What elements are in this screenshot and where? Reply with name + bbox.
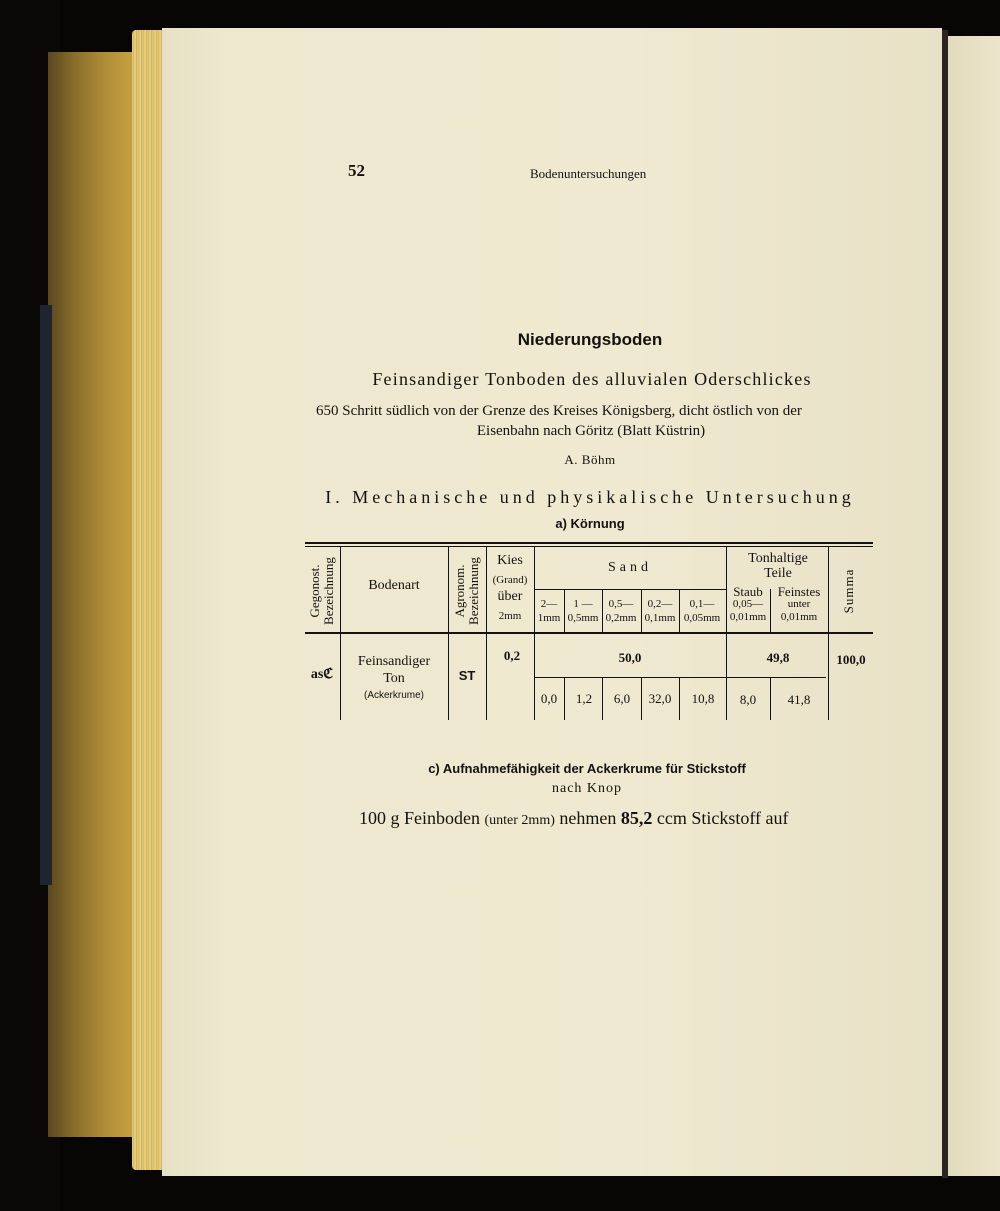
header-agronom-line2: Bezeichnung <box>466 557 481 625</box>
ton-sub-staub-l2: 0,05— <box>732 598 764 610</box>
ton-sub-staub-l1: Staub <box>733 584 763 599</box>
col-divider <box>602 589 603 633</box>
col-divider <box>770 589 771 633</box>
ton-sub-feinstes-l3: 0,01mm <box>780 611 818 623</box>
header-gegonost-line1: Gegonost. <box>307 564 322 618</box>
sand-sub-3 <box>606 597 637 625</box>
header-tonhaltige-2: Teile <box>764 566 792 581</box>
subsection-c-sub: nach Knop <box>551 781 623 796</box>
sand-sub-1-bottom: 1mm <box>537 612 561 624</box>
ton-sub-feinstes <box>778 585 821 624</box>
col-divider <box>679 589 680 633</box>
sand-sub-1 <box>538 597 561 625</box>
table-top-rule <box>305 542 873 544</box>
header-gegonost-line2: Bezeichnung <box>321 557 336 625</box>
result-mid: nehmen <box>559 808 617 828</box>
sand-sub-2-bottom: 0,5mm <box>567 612 599 624</box>
result-line <box>359 808 789 829</box>
ton-sub-feinstes-l1: Feinstes <box>777 584 821 599</box>
cell-sand-value: 10,8 <box>691 691 715 706</box>
header-sand: Sand <box>608 560 652 575</box>
sand-sub-2 <box>568 597 599 625</box>
book-left-page-block <box>48 52 138 1137</box>
header-bodenart: Bodenart <box>368 578 420 593</box>
cell-ton-value: 8,0 <box>739 692 757 707</box>
sand-sub-5 <box>684 597 720 625</box>
author: A. Böhm <box>564 452 616 467</box>
col-divider <box>564 678 565 720</box>
sand-sub-5-bottom: 0,05mm <box>683 612 721 624</box>
cell-sand-total: 50,0 <box>618 650 642 665</box>
header-agronom-line1: Agronom. <box>452 564 467 618</box>
col-divider <box>564 589 565 633</box>
cell-sand-value: 32,0 <box>648 691 672 706</box>
ton-sub-feinstes-l2: unter <box>787 598 811 610</box>
col-divider <box>534 546 535 720</box>
cell-bodenart-3: (Ackerkrume) <box>363 690 425 701</box>
col-divider <box>679 678 680 720</box>
subsection-a-heading: a) Körnung <box>555 516 625 531</box>
location-line-2: Eisenbahn nach Göritz (Blatt Küstrin) <box>476 423 706 439</box>
header-kies-4: 2mm <box>498 610 522 622</box>
location-line-1: 650 Schritt südlich von der Grenze des Kreises Königsberg, dicht östlich von der <box>316 403 802 419</box>
sand-sub-4-bottom: 0,1mm <box>644 612 676 624</box>
section-heading: I. Mechanische und physikalische Untersuchung <box>325 487 855 507</box>
result-paren: (unter 2mm) <box>484 813 555 828</box>
sand-sub-4 <box>645 597 676 625</box>
col-divider <box>486 546 487 720</box>
sand-sub-3-top: 0,5— <box>608 598 634 610</box>
cell-kies: 0,2 <box>503 648 521 663</box>
cell-gegonost: asℭ <box>310 667 334 682</box>
book-left-strip <box>40 305 52 885</box>
col-divider <box>448 546 449 720</box>
running-head: Bodenuntersuchungen <box>530 166 647 181</box>
cell-sand-value: 6,0 <box>613 691 631 706</box>
cell-bodenart-2: Ton <box>383 671 405 686</box>
ton-sub-staub-l3: 0,01mm <box>729 611 767 623</box>
col-divider <box>602 678 603 720</box>
sand-sub-3-bottom: 0,2mm <box>605 612 637 624</box>
result-prefix: 100 g Feinboden <box>359 808 480 828</box>
cell-sand-value: 1,2 <box>575 691 593 706</box>
col-divider <box>641 589 642 633</box>
sand-sub-4-top: 0,2— <box>647 598 673 610</box>
ton-sub-staub <box>730 585 766 624</box>
header-tonhaltige-1: Tonhaltige <box>748 551 808 566</box>
header-summa: Summa <box>841 568 856 614</box>
sand-sub-1-top: 2— <box>540 598 558 610</box>
page-title: Niederungsboden <box>517 330 663 349</box>
sand-sub-5-top: 0,1— <box>689 598 715 610</box>
cell-summa: 100,0 <box>836 652 866 667</box>
cell-sand-value: 0,0 <box>540 691 558 706</box>
col-divider <box>340 546 341 720</box>
cell-ton-value: 41,8 <box>787 692 811 707</box>
col-divider <box>726 546 727 720</box>
subtitle: Feinsandiger Tonboden des alluvialen Oderschlickes <box>372 369 812 389</box>
cell-agronom: ST <box>458 668 476 683</box>
header-kies-2: (Grand) <box>492 574 528 586</box>
col-divider <box>828 546 829 720</box>
col-divider <box>770 678 771 720</box>
header-kies-1: Kies <box>497 553 523 568</box>
subsection-c-heading: c) Aufnahmefähigkeit der Ackerkrume für Stickstoff <box>428 761 746 776</box>
header-gegonost <box>308 536 336 646</box>
table-mid-rule <box>534 677 826 678</box>
table-top-rule-thin <box>305 546 873 547</box>
header-kies-3: über <box>497 589 523 604</box>
result-suffix: ccm Stickstoff auf <box>656 808 789 828</box>
result-value: 85,2 <box>620 808 653 828</box>
table-header-rule <box>305 632 873 634</box>
book-right-page <box>948 36 1000 1176</box>
sand-sub-rule <box>534 589 726 590</box>
page-number: 52 <box>348 161 365 180</box>
sand-sub-2-top: 1 — <box>573 598 593 610</box>
cell-bodenart-1: Feinsandiger <box>357 654 431 669</box>
cell-ton-total: 49,8 <box>766 650 790 665</box>
col-divider <box>641 678 642 720</box>
header-agronom <box>453 536 481 646</box>
